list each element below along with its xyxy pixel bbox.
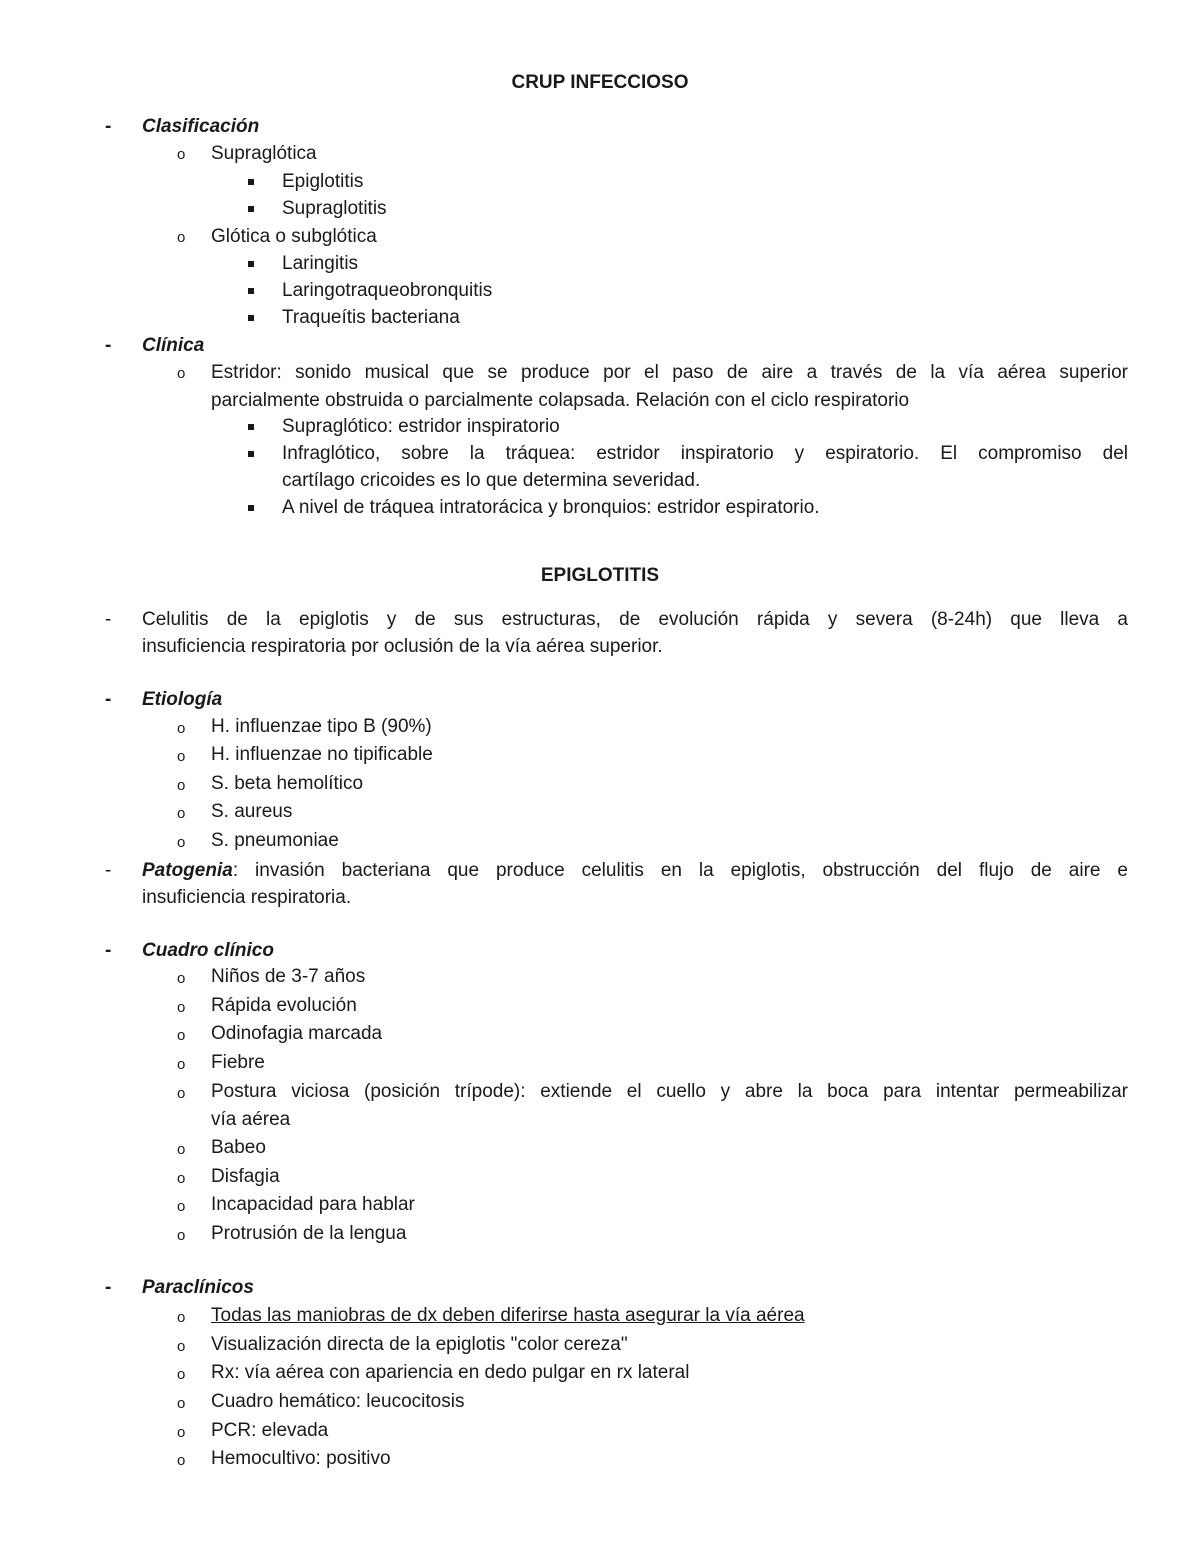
- paragraph-line: insuficiencia respiratoria por oclusión de la vía aérea superior.: [142, 636, 663, 657]
- patogenia-text: : invasión bacteriana que produce celulitis en la epiglotis, obstrucción del flujo de aire e: [232, 860, 1128, 881]
- list-item: Infraglótico, sobre la tráquea: estridor inspiratorio y espiratorio. El compromiso del: [282, 443, 1128, 464]
- circle-bullet: o: [177, 748, 186, 765]
- dash-bullet: -: [105, 860, 112, 881]
- circle-bullet: o: [177, 720, 186, 737]
- paragraph-line: Estridor: sonido musical que se produce por el paso de aire a través de la vía aérea superior: [211, 362, 1128, 383]
- list-item: Fiebre: [211, 1052, 265, 1073]
- square-bullet: [248, 261, 254, 267]
- list-item: A nivel de tráquea intratorácica y bronquios: estridor espiratorio.: [282, 497, 820, 518]
- list-item: H. influenzae no tipificable: [211, 744, 433, 765]
- circle-bullet: o: [177, 1338, 186, 1355]
- circle-bullet: o: [177, 229, 186, 246]
- list-item: Laringitis: [282, 253, 359, 274]
- circle-bullet: o: [177, 834, 186, 851]
- section-title-crup: CRUP INFECCIOSO: [511, 72, 689, 93]
- paragraph-line: parcialmente obstruida o parcialmente colapsada. Relación con el ciclo respiratorio: [211, 390, 910, 411]
- circle-bullet: o: [177, 1424, 186, 1441]
- heading-etiologia: Etiología: [142, 689, 223, 710]
- circle-bullet: o: [177, 1452, 186, 1469]
- paragraph-line: Celulitis de la epiglotis y de sus estructuras, de evolución rápida y severa (8-24h) que lleva a: [142, 609, 1128, 630]
- list-item: Rx: vía aérea con apariencia en dedo pulgar en rx lateral: [211, 1362, 690, 1383]
- dash-bullet: -: [105, 116, 112, 137]
- heading-clinica: Clínica: [142, 335, 205, 356]
- list-item: vía aérea: [211, 1109, 291, 1130]
- dash-bullet: -: [105, 689, 112, 710]
- list-item: cartílago cricoides es lo que determina severidad.: [282, 470, 701, 491]
- dash-bullet: -: [105, 1277, 112, 1298]
- dash-bullet: -: [105, 335, 112, 356]
- list-item: S. pneumoniae: [211, 830, 339, 851]
- circle-bullet: o: [177, 1170, 186, 1187]
- circle-bullet: o: [177, 1027, 186, 1044]
- circle-bullet: o: [177, 1141, 186, 1158]
- circle-bullet: o: [177, 777, 186, 794]
- list-item: Laringotraqueobronquitis: [282, 280, 493, 301]
- dash-bullet: -: [105, 940, 112, 961]
- circle-bullet: o: [177, 1395, 186, 1412]
- list-item: Visualización directa de la epiglotis "color cereza": [211, 1334, 628, 1355]
- list-item: Glótica o subglótica: [211, 226, 377, 247]
- paragraph-line: insuficiencia respiratoria.: [142, 887, 352, 908]
- list-item: Hemocultivo: positivo: [211, 1448, 391, 1469]
- paragraph-line: [142, 857, 1128, 884]
- list-item: Cuadro hemático: leucocitosis: [211, 1391, 465, 1412]
- list-item: Incapacidad para hablar: [211, 1194, 415, 1215]
- section-title-epiglotitis: EPIGLOTITIS: [540, 565, 660, 586]
- list-item: S. aureus: [211, 801, 293, 822]
- list-item: Protrusión de la lengua: [211, 1223, 407, 1244]
- list-item: Traqueítis bacteriana: [282, 307, 460, 328]
- heading-clasificacion: Clasificación: [142, 116, 260, 137]
- circle-bullet: o: [177, 1085, 186, 1102]
- dash-bullet: -: [105, 609, 112, 630]
- circle-bullet: o: [177, 970, 186, 987]
- square-bullet: [248, 424, 254, 430]
- circle-bullet: o: [177, 146, 186, 163]
- circle-bullet: o: [177, 1198, 186, 1215]
- square-bullet: [248, 206, 254, 212]
- heading-patogenia: Patogenia: [142, 860, 233, 881]
- square-bullet: [248, 505, 254, 511]
- list-item: Supraglótica: [211, 143, 317, 164]
- list-item: H. influenzae tipo B (90%): [211, 716, 432, 737]
- circle-bullet: o: [177, 365, 186, 382]
- list-item: Odinofagia marcada: [211, 1023, 383, 1044]
- list-item: Rápida evolución: [211, 995, 357, 1016]
- list-item: Babeo: [211, 1137, 266, 1158]
- square-bullet: [248, 179, 254, 185]
- list-item: Postura viciosa (posición trípode): extiende el cuello y abre la boca para intentar permeabilizar: [211, 1081, 1128, 1102]
- square-bullet: [248, 315, 254, 321]
- list-item: S. beta hemolítico: [211, 773, 364, 794]
- square-bullet: [248, 451, 254, 457]
- list-item: Supraglotitis: [282, 198, 387, 219]
- circle-bullet: o: [177, 1056, 186, 1073]
- square-bullet: [248, 288, 254, 294]
- list-item: Disfagia: [211, 1166, 280, 1187]
- circle-bullet: o: [177, 999, 186, 1016]
- circle-bullet: o: [177, 1227, 186, 1244]
- circle-bullet: o: [177, 805, 186, 822]
- list-item-underlined: Todas las maniobras de dx deben diferirse hasta asegurar la vía aérea: [211, 1305, 805, 1326]
- heading-paraclinicos: Paraclínicos: [142, 1277, 254, 1298]
- list-item: PCR: elevada: [211, 1420, 329, 1441]
- circle-bullet: o: [177, 1309, 186, 1326]
- heading-cuadro-clinico: Cuadro clínico: [142, 940, 274, 961]
- list-item: Epiglotitis: [282, 171, 364, 192]
- list-item: Niños de 3-7 años: [211, 966, 366, 987]
- list-item: Supraglótico: estridor inspiratorio: [282, 416, 560, 437]
- circle-bullet: o: [177, 1366, 186, 1383]
